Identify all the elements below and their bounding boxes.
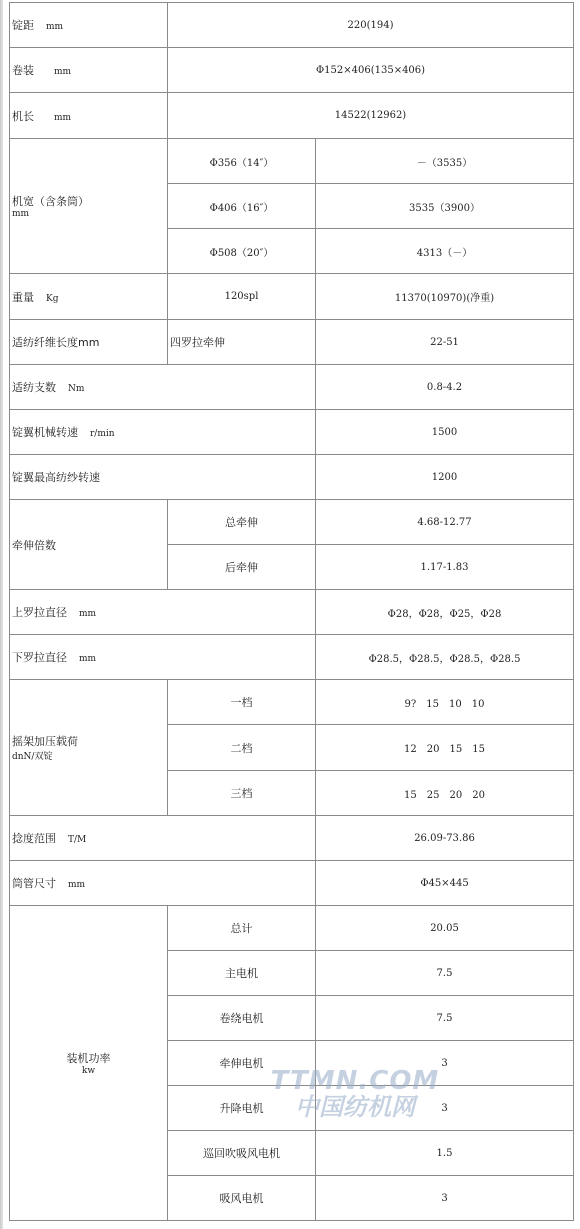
unit-power: kw (81, 1066, 96, 1076)
power-sub-value: 1.5 (316, 1131, 574, 1176)
unit-twist: T/M (68, 835, 87, 845)
value-twist: 26.09-73.86 (316, 816, 574, 861)
label-twist: 捻度范围 (12, 832, 56, 845)
cradle-sub-name: 二档 (168, 725, 316, 771)
power-sub-value: 20.05 (316, 906, 574, 951)
power-sub-name: 卷绕电机 (168, 996, 316, 1041)
row-package (10, 48, 574, 93)
row-draft-1 (10, 500, 574, 545)
value-weight: 11370(10970)(净重) (316, 274, 574, 320)
power-sub-name: 主电机 (168, 951, 316, 996)
label-package: 卷装 (12, 64, 34, 77)
unit-spindle-speed: r/min (90, 429, 115, 439)
power-sub-value: 3 (316, 1176, 574, 1221)
power-sub-value: 7.5 (316, 996, 574, 1041)
draft-sub-name: 总牵伸 (168, 500, 316, 545)
value-bottom-roller: Φ28.5，Φ28.5，Φ28.5，Φ28.5 (316, 635, 574, 680)
label-cradle-load: 摇架加压载荷 (12, 735, 78, 748)
value-spindle-speed: 1500 (316, 410, 574, 455)
power-sub-name: 升降电机 (168, 1086, 316, 1131)
cradle-sub-value: 15 25 20 20 (316, 771, 574, 816)
spec-table (9, 2, 573, 1221)
width-sub-value: 4313（－） (316, 229, 574, 274)
label-max-speed: 锭翼最高纺纱转速 (10, 455, 316, 500)
power-sub-name: 总计 (168, 906, 316, 951)
row-length (10, 93, 574, 139)
draft-sub-value: 4.68-12.77 (316, 500, 574, 545)
value-tube: Φ45×445 (316, 861, 574, 906)
label-weight: 重量 (12, 290, 34, 304)
page-left-edge (0, 0, 3, 1229)
value-spacing: 220(194) (168, 3, 574, 48)
label-length: 机长 (12, 109, 34, 123)
unit-bottom-roller: mm (79, 654, 97, 664)
label-spacing: 锭距 (12, 19, 34, 32)
unit-width: mm (12, 209, 30, 219)
row-yarn-count (10, 365, 574, 410)
spec-weight: 120spl (168, 274, 316, 320)
label-yarn-count: 适纺支数 (12, 381, 56, 394)
unit-spacing: mm (46, 22, 64, 32)
cradle-sub-name: 一档 (168, 680, 316, 725)
unit-length: mm (54, 112, 72, 123)
row-weight (10, 274, 574, 320)
cradle-sub-name: 三档 (168, 771, 316, 816)
power-sub-name: 吸风电机 (168, 1176, 316, 1221)
unit-cradle-load: dnN/双锭 (12, 752, 53, 762)
unit-package: mm (54, 67, 72, 77)
power-sub-value: 7.5 (316, 951, 574, 996)
label-power: 装机功率 (66, 1052, 111, 1065)
watermark-cn: 中国纺机网 (295, 1093, 415, 1121)
power-sub-name: 牵伸电机 (168, 1041, 316, 1086)
width-sub-value: 3535（3900） (316, 184, 574, 229)
label-tube: 筒管尺寸 (12, 877, 56, 890)
row-max-speed (10, 455, 574, 500)
row-spindle-speed (10, 410, 574, 455)
spec-fiber-length: 四罗拉牵伸 (168, 320, 316, 365)
label-top-roller: 上罗拉直径 (12, 606, 67, 619)
row-top-roller (10, 590, 574, 635)
width-sub-value: －（3535） (316, 139, 574, 184)
row-twist (10, 816, 574, 861)
unit-weight: Kg (46, 293, 59, 304)
label-draft: 牵伸倍数 (10, 500, 168, 590)
label-bottom-roller: 下罗拉直径 (12, 651, 67, 664)
value-top-roller: Φ28，Φ28，Φ25，Φ28 (316, 590, 574, 635)
draft-sub-value: 1.17-1.83 (316, 545, 574, 590)
row-fiber-length (10, 320, 574, 365)
cradle-sub-value: 12 20 15 15 (316, 725, 574, 771)
value-fiber-length: 22-51 (316, 320, 574, 365)
value-max-speed: 1200 (316, 455, 574, 500)
cradle-sub-value: 9? 15 10 10 (316, 680, 574, 725)
row-spacing (10, 3, 574, 48)
power-sub-value: 3 (316, 1041, 574, 1086)
unit-yarn-count: Nm (68, 384, 85, 394)
power-sub-value: 3 (316, 1086, 574, 1131)
width-sub-name: Φ508（20″） (168, 229, 316, 274)
value-length: 14522(12962) (168, 93, 574, 139)
unit-tube: mm (68, 880, 86, 890)
row-power-1 (10, 906, 574, 951)
row-cradle-1 (10, 680, 574, 725)
power-sub-name: 巡回吹吸风电机 (168, 1131, 316, 1176)
row-width-1 (10, 139, 574, 184)
label-fiber-length: 适纺纤维长度mm (10, 320, 168, 365)
row-tube (10, 861, 574, 906)
label-width: 机宽（含条筒） (12, 195, 89, 208)
label-spindle-speed: 锭翼机械转速 (12, 426, 78, 439)
value-yarn-count: 0.8-4.2 (316, 365, 574, 410)
width-sub-name: Φ356（14″） (168, 139, 316, 184)
value-package: Φ152×406(135×406) (168, 48, 574, 93)
watermark-en: TTMN.COM (270, 1066, 440, 1096)
unit-top-roller: mm (79, 609, 97, 619)
width-sub-name: Φ406（16″） (168, 184, 316, 229)
row-bottom-roller (10, 635, 574, 680)
draft-sub-name: 后牵伸 (168, 545, 316, 590)
